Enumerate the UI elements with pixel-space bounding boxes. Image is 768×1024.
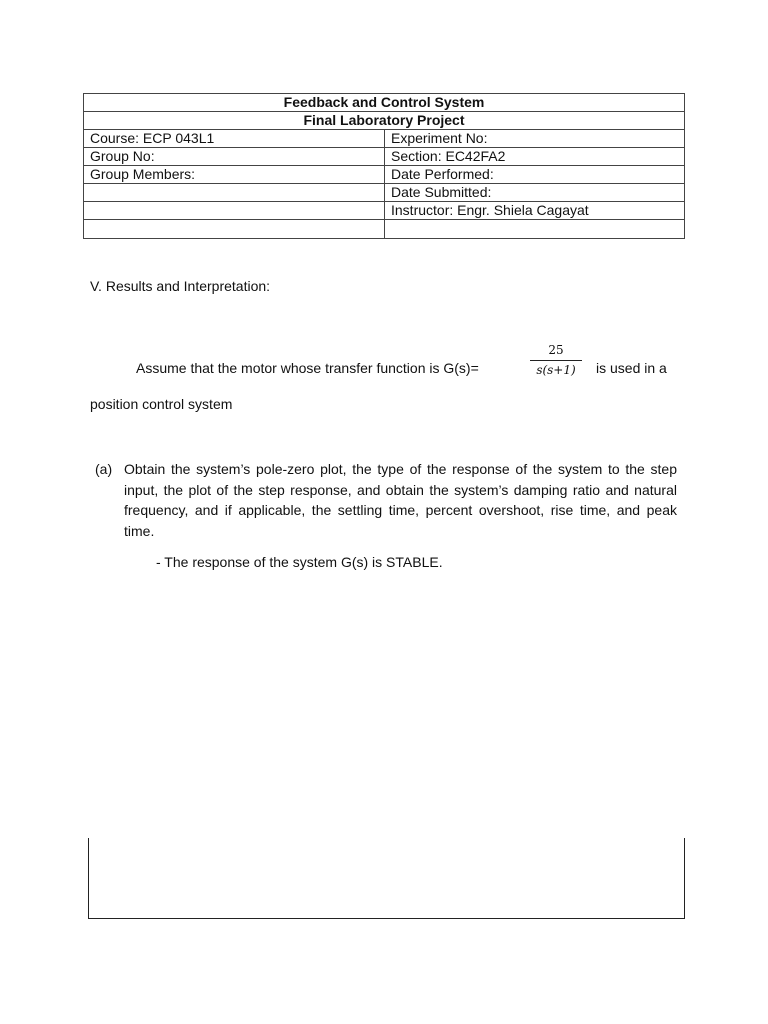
position-control-text: position control system (90, 396, 233, 412)
item-a-label: (a) (95, 461, 113, 477)
table-row (84, 220, 685, 239)
instructor-cell: Instructor: Engr. Shiela Cagayat (385, 202, 685, 220)
stable-answer: - The response of the system G(s) is STABLE. (156, 554, 443, 570)
table-row (84, 130, 685, 148)
section-cell: Section: EC42FA2 (385, 148, 685, 166)
assume-tail-text: is used in a (596, 360, 667, 376)
project-title: Final Laboratory Project (84, 112, 685, 130)
experiment-no-cell: Experiment No: (385, 130, 685, 148)
table-row (84, 202, 685, 220)
group-members-cell: Group Members: (84, 166, 385, 184)
empty-cell (84, 202, 385, 220)
assume-text: Assume that the motor whose transfer function is G(s)= (136, 360, 479, 376)
table-row (84, 166, 685, 184)
fraction-numerator: 25 (548, 343, 564, 357)
date-submitted-cell: Date Submitted: (385, 184, 685, 202)
fraction-denominator: s(s+1) (536, 363, 576, 377)
section-heading: V. Results and Interpretation: (90, 278, 271, 294)
transfer-function-fraction (530, 342, 582, 379)
empty-cell (84, 184, 385, 202)
empty-cell (84, 220, 385, 239)
course-title: Feedback and Control System (84, 94, 685, 112)
course-cell: Course: ECP 043L1 (84, 130, 385, 148)
group-no-cell: Group No: (84, 148, 385, 166)
table-row (84, 148, 685, 166)
date-performed-cell: Date Performed: (385, 166, 685, 184)
item-a-question: Obtain the system’s pole-zero plot, the type of the response of the system to the step input, the plot of the step response, and obtain the system’s damping ratio and natural frequency, and if applicable, the settling time, percent overshoot, rise time, and peak time. (124, 461, 677, 539)
table-row (84, 184, 685, 202)
header-table (83, 93, 685, 239)
empty-cell (385, 220, 685, 239)
answer-box (88, 838, 685, 919)
